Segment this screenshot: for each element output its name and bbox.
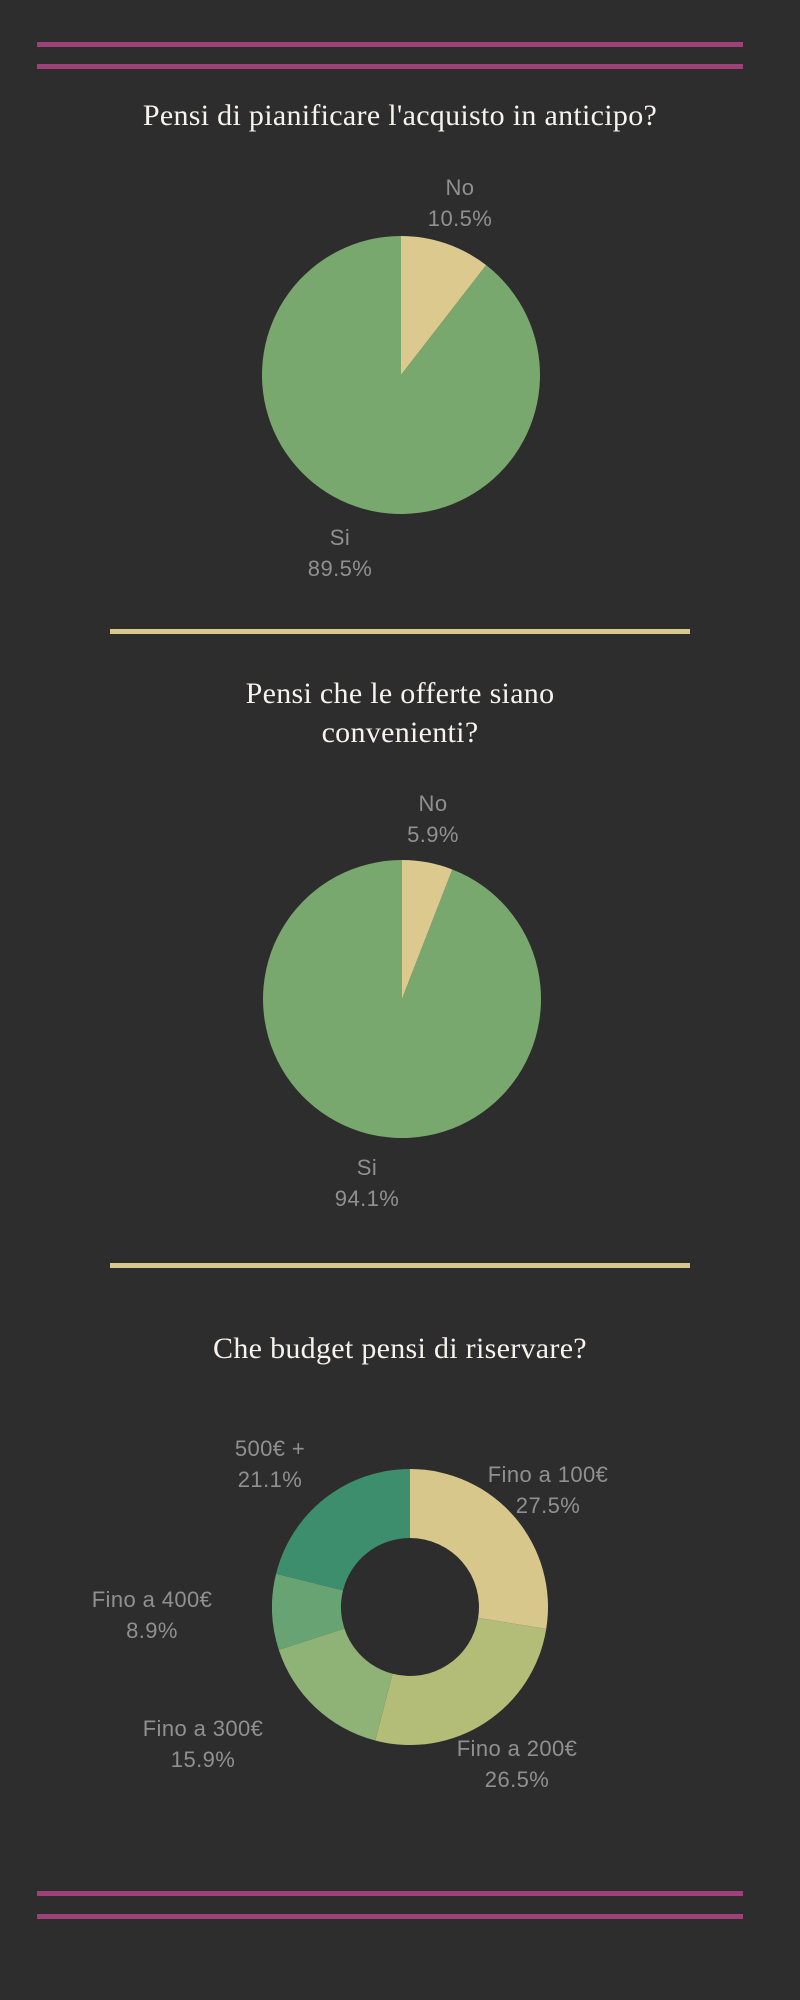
section-divider-2 <box>110 1263 690 1268</box>
slice-label <box>407 788 459 850</box>
bottom-accent-rule-2 <box>37 1914 743 1919</box>
slice-percent: 15.9% <box>170 1747 236 1772</box>
slice-percent: 89.5% <box>307 556 373 581</box>
slice-label <box>143 1713 264 1775</box>
chart-title-1: Pensi di pianificare l'acquisto in anticipo? <box>142 99 658 132</box>
slice-label <box>457 1733 578 1795</box>
slice-name: Fino a 100€ <box>487 1462 609 1487</box>
slice-name: Si <box>356 1155 378 1180</box>
slice-name: No <box>418 791 448 816</box>
bottom-accent-rule-1 <box>37 1891 743 1896</box>
slice-label <box>92 1584 213 1646</box>
slice-name: Fino a 400€ <box>91 1587 213 1612</box>
slice-percent: 21.1% <box>237 1467 303 1492</box>
slice-name: Si <box>329 525 351 550</box>
pie-chart-planning <box>262 236 540 514</box>
slice-percent: 10.5% <box>427 206 493 231</box>
pie-slice <box>262 236 540 514</box>
slice-percent: 26.5% <box>484 1767 550 1792</box>
slice-label <box>488 1459 609 1521</box>
chart-title-3: Che budget pensi di riservare? <box>213 1332 587 1365</box>
section-divider-1 <box>110 629 690 634</box>
chart-title-2: Pensi che le offerte siano convenienti? <box>245 677 555 749</box>
slice-percent: 5.9% <box>407 822 459 847</box>
slice-name: Fino a 200€ <box>456 1736 578 1761</box>
slice-percent: 8.9% <box>126 1618 178 1643</box>
slice-label <box>335 1152 399 1214</box>
slice-name: No <box>445 175 475 200</box>
top-accent-rule-1 <box>37 42 743 47</box>
slice-label <box>308 522 372 584</box>
slice-label <box>428 172 492 234</box>
slice-percent: 27.5% <box>515 1493 581 1518</box>
slice-label <box>235 1433 305 1495</box>
top-accent-rule-2 <box>37 64 743 69</box>
pie-slice <box>375 1618 546 1745</box>
slice-percent: 94.1% <box>334 1186 400 1211</box>
slice-name: Fino a 300€ <box>142 1716 264 1741</box>
pie-chart-offers <box>263 860 541 1138</box>
pie-slice <box>279 1628 393 1740</box>
slice-name: 500€ + <box>234 1436 306 1461</box>
